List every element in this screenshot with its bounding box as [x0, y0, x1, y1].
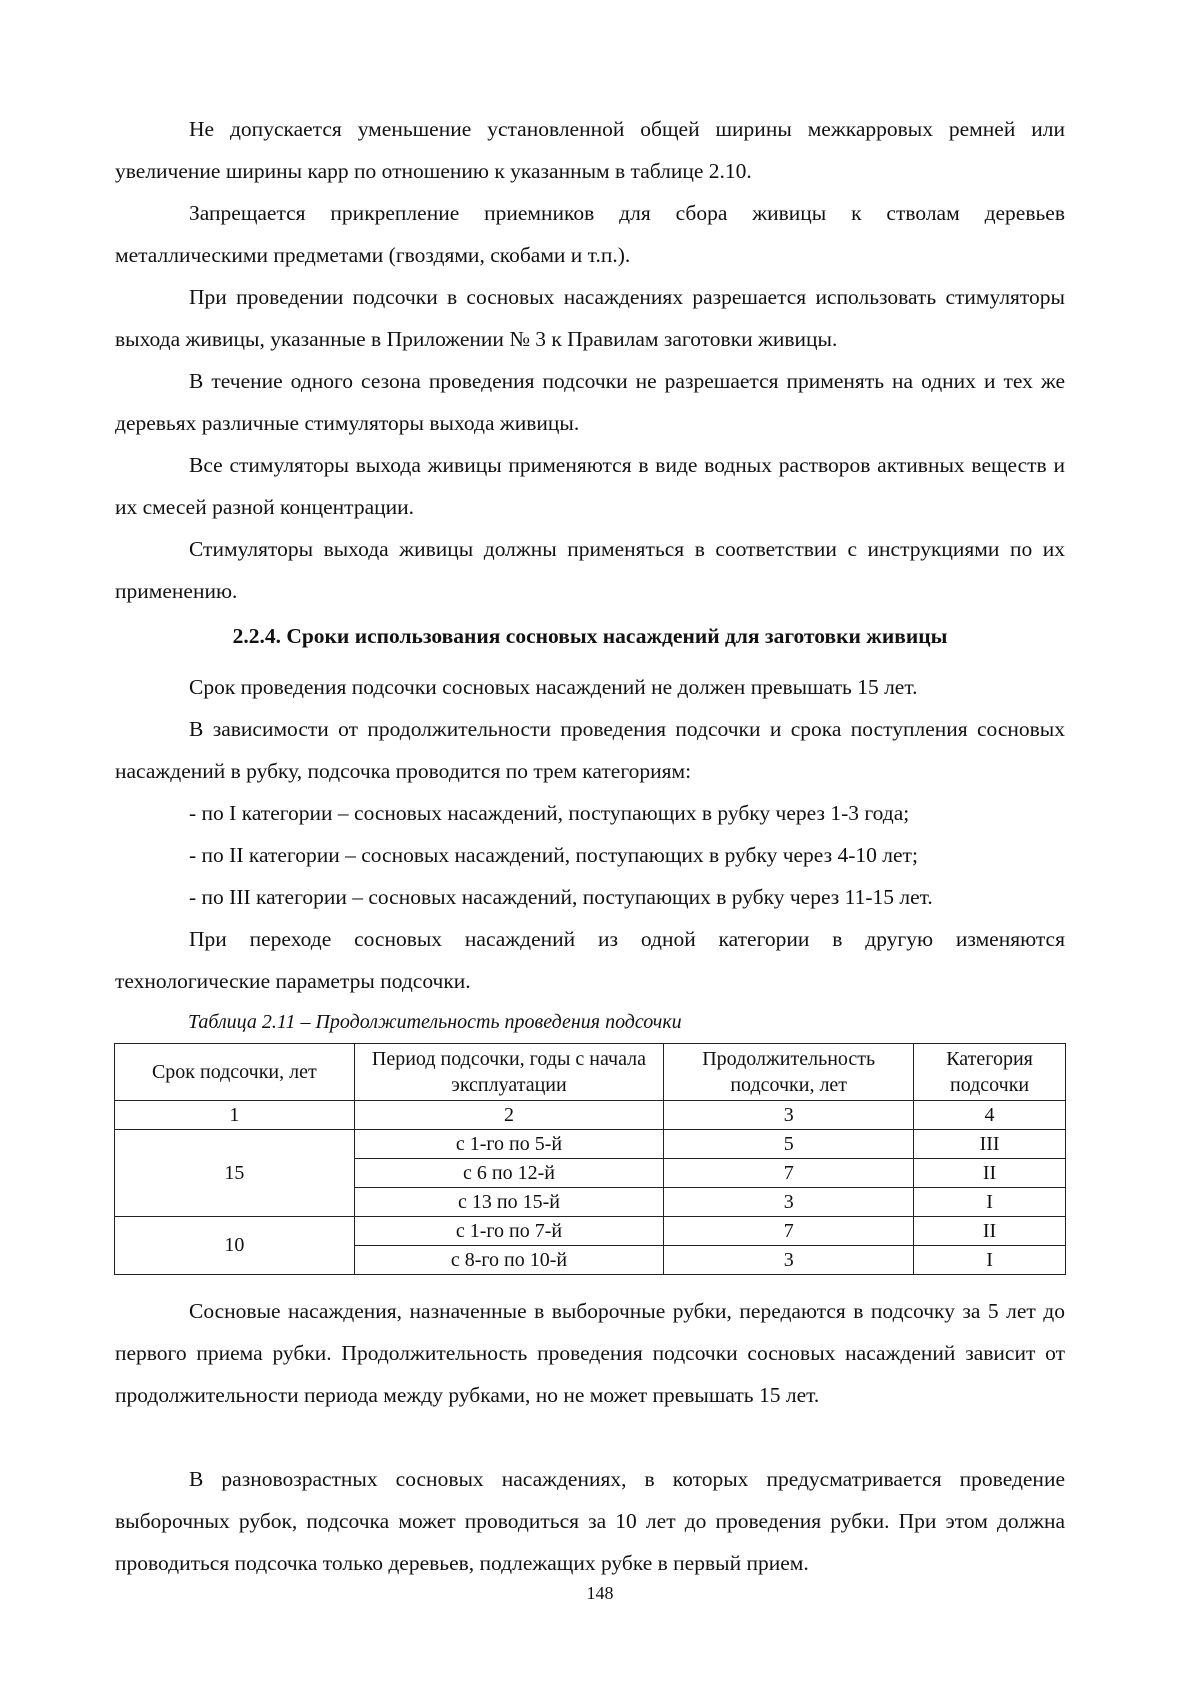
table-cell: I	[914, 1246, 1066, 1275]
paragraph: Все стимуляторы выхода живицы применяются в виде водных растворов активных веществ и их смесей разной концентрации.	[115, 453, 1065, 519]
table-cell: I	[914, 1188, 1066, 1217]
table-caption: Таблица 2.11 – Продолжительность проведения подсочки	[188, 1011, 682, 1033]
table-cell: 3	[664, 1101, 914, 1130]
table-cell: 7	[664, 1159, 914, 1188]
table-cell: 3	[664, 1188, 914, 1217]
paragraph: Стимуляторы выхода живицы должны применяться в соответствии с инструкциями по их применению.	[115, 537, 1065, 603]
table-cell: III	[914, 1130, 1066, 1159]
table-cell: 2	[354, 1101, 664, 1130]
table-cell: 10	[115, 1217, 355, 1275]
section-heading: 2.2.4. Сроки использования сосновых насаждений для заготовки живицы	[232, 624, 948, 648]
column-header: Продолжительность подсочки, лет	[664, 1044, 914, 1101]
table-header-row	[115, 1044, 1066, 1101]
column-header: Категория подсочки	[914, 1044, 1066, 1101]
paragraph: В зависимости от продолжительности проведения подсочки и срока поступления сосновых насаждений в рубку, подсочка проводится по трем категориям:	[115, 717, 1065, 783]
paragraph: При переходе сосновых насаждений из одной категории в другую изменяются технологические параметры подсочки.	[115, 927, 1065, 993]
paragraph: Сосновые насаждения, назначенные в выборочные рубки, передаются в подсочку за 5 лет до первого приема рубки. Продолжительность проведения подсочки сосновых насаждений зависит от продолжительности периода между рубками, но не может превышать 15 лет.	[115, 1299, 1065, 1407]
paragraph: В разновозрастных сосновых насаждениях, в которых предусматривается проведение выборочных рубок, подсочка может проводиться за 10 лет до проведения рубки. При этом должна проводиться подсочка только деревьев, подлежащих рубке в первый прием.	[115, 1467, 1065, 1575]
list-item: - по III категории – сосновых насаждений, поступающих в рубку через 11-15 лет.	[189, 885, 933, 909]
table-cell: II	[914, 1217, 1066, 1246]
table-cell: II	[914, 1159, 1066, 1188]
table-cell: с 1-го по 5-й	[354, 1130, 664, 1159]
table-cell: 5	[664, 1130, 914, 1159]
table-cell: 3	[664, 1246, 914, 1275]
table-row	[115, 1130, 1066, 1159]
column-header: Срок подсочки, лет	[115, 1044, 355, 1101]
paragraph: Срок проведения подсочки сосновых насаждений не должен превышать 15 лет.	[189, 675, 918, 699]
paragraph: При проведении подсочки в сосновых насаждениях разрешается использовать стимуляторы выхода живицы, указанные в Приложении № 3 к Правилам заготовки живицы.	[115, 285, 1065, 351]
table-cell: с 13 по 15-й	[354, 1188, 664, 1217]
paragraph: В течение одного сезона проведения подсочки не разрешается применять на одних и тех же деревьях различные стимуляторы выхода живицы.	[115, 369, 1065, 435]
data-table	[114, 1043, 1066, 1275]
page-number: 148	[586, 1583, 614, 1603]
table-row	[115, 1217, 1066, 1246]
paragraph: Запрещается прикрепление приемников для сбора живицы к стволам деревьев металлическими предметами (гвоздями, скобами и т.п.).	[115, 201, 1065, 267]
column-header: Период подсочки, годы с начала эксплуатации	[354, 1044, 664, 1101]
numbering-row	[115, 1101, 1066, 1130]
list-item: - по II категории – сосновых насаждений, поступающих в рубку через 4-10 лет;	[189, 843, 918, 867]
table-cell: с 6 по 12-й	[354, 1159, 664, 1188]
table-cell: 15	[115, 1130, 355, 1217]
table-cell: 4	[914, 1101, 1066, 1130]
table-cell: с 1-го по 7-й	[354, 1217, 664, 1246]
table-cell: с 8-го по 10-й	[354, 1246, 664, 1275]
table-cell: 1	[115, 1101, 355, 1130]
table-cell: 7	[664, 1217, 914, 1246]
list-item: - по I категории – сосновых насаждений, поступающих в рубку через 1-3 года;	[189, 801, 910, 825]
paragraph: Не допускается уменьшение установленной общей ширины межкарровых ремней или увеличение ширины карр по отношению к указанным в таблице 2.10.	[115, 117, 1065, 183]
